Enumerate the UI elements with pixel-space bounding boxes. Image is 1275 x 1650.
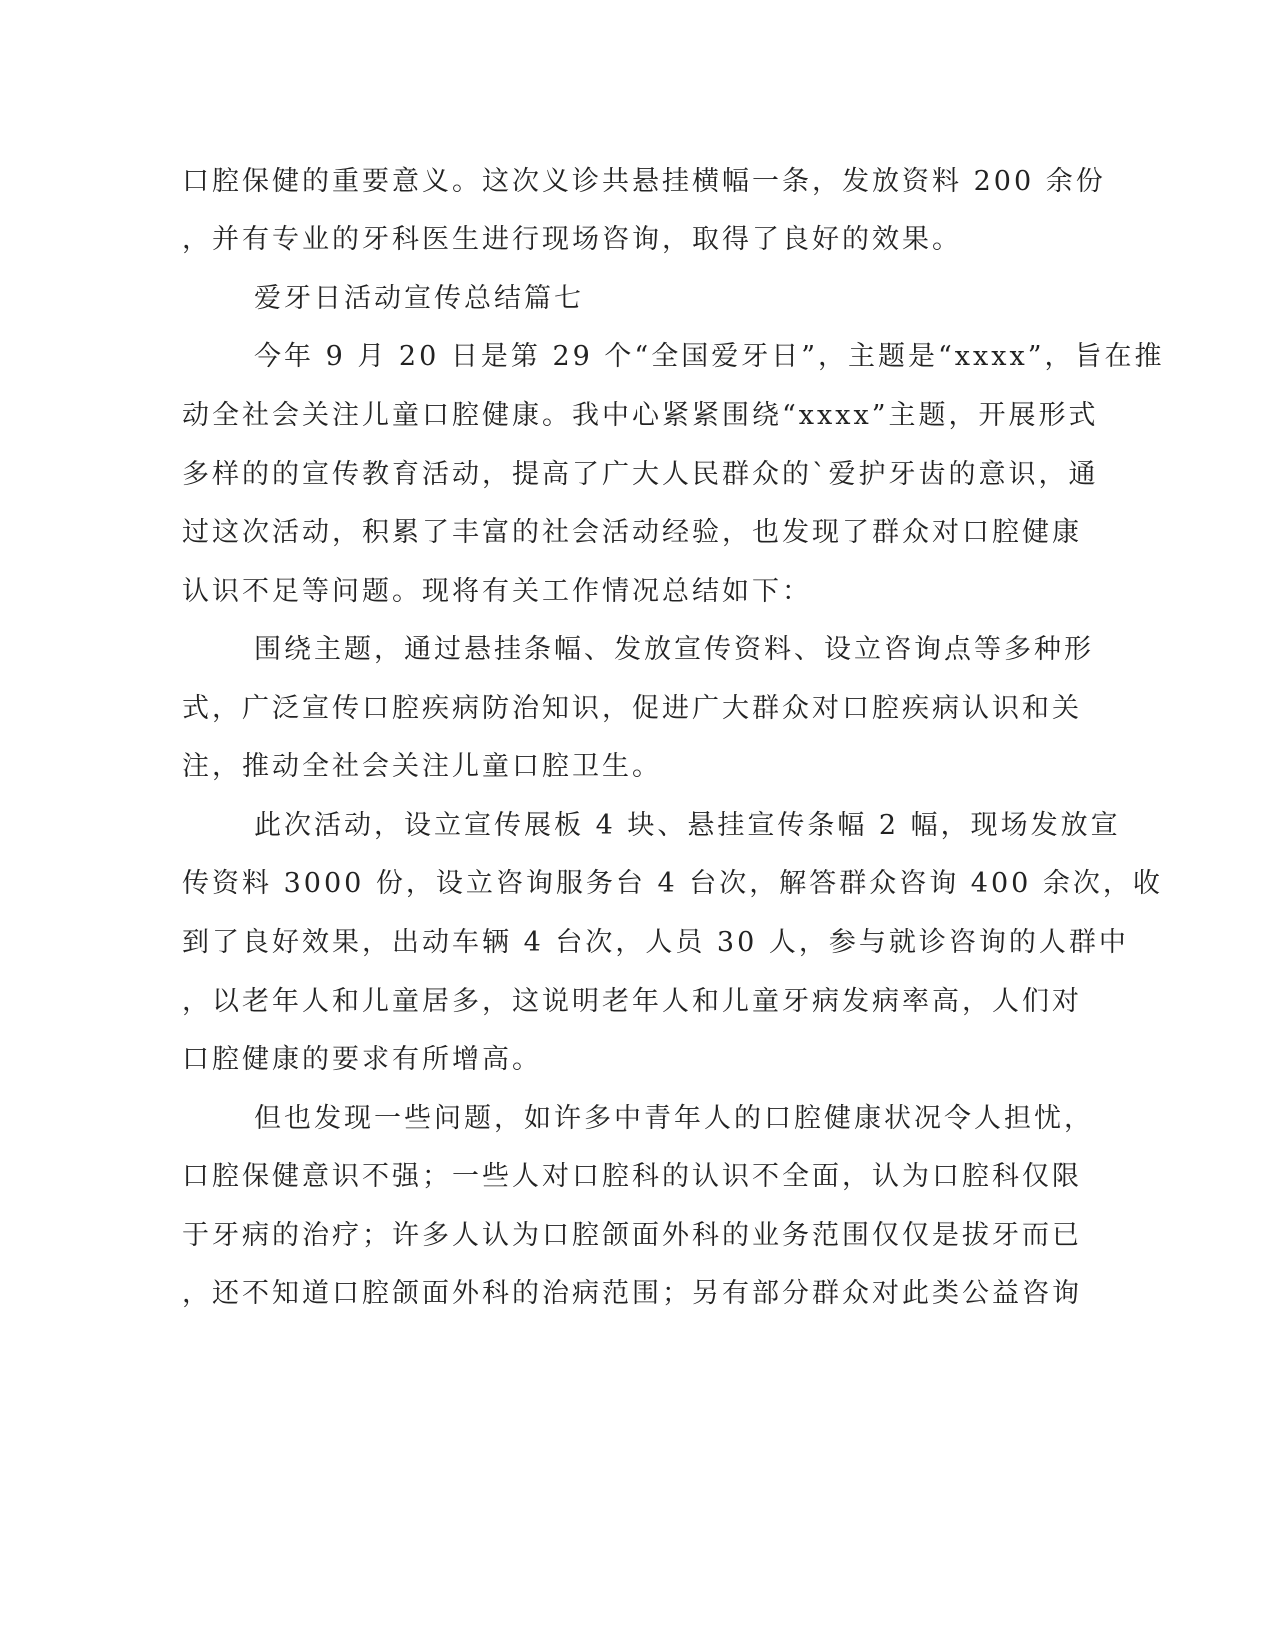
text-line: 过这次活动，积累了丰富的社会活动经验，也发现了群众对口腔健康 xyxy=(182,517,1082,548)
text-line: 认识不足等问题。现将有关工作情况总结如下： xyxy=(182,576,812,607)
text-line: 到了良好效果，出动车辆 4 台次，人员 30 人，参与就诊咨询的人群中 xyxy=(182,927,1129,958)
text-line: 口腔健康的要求有所增高。 xyxy=(182,1044,542,1075)
text-line: 但也发现一些问题，如许多中青年人的口腔健康状况令人担忧， xyxy=(254,1103,1094,1134)
text-line: 多样的的宣传教育活动，提高了广大人民群众的`爱护牙齿的意识，通 xyxy=(182,459,1099,490)
text-line: 口腔保健意识不强；一些人对口腔科的认识不全面，认为口腔科仅限 xyxy=(182,1161,1082,1192)
text-line: 围绕主题，通过悬挂条幅、发放宣传资料、设立咨询点等多种形 xyxy=(254,634,1094,665)
text-line: ，并有专业的牙科医生进行现场咨询，取得了良好的效果。 xyxy=(182,224,962,255)
text-line: ，以老年人和儿童居多，这说明老年人和儿童牙病发病率高，人们对 xyxy=(182,986,1082,1017)
text-line: 传资料 3000 份，设立咨询服务台 4 台次，解答群众咨询 400 余次，收 xyxy=(182,868,1163,899)
text-line: 于牙病的治疗；许多人认为口腔颌面外科的业务范围仅仅是拔牙而已 xyxy=(182,1220,1082,1251)
text-line: ，还不知道口腔颌面外科的治病范围；另有部分群众对此类公益咨询 xyxy=(182,1278,1082,1309)
text-line: 式，广泛宣传口腔疾病防治知识，促进广大群众对口腔疾病认识和关 xyxy=(182,693,1082,724)
section-heading: 爱牙日活动宣传总结篇七 xyxy=(254,283,584,314)
text-line: 今年 9 月 20 日是第 29 个“全国爱牙日”，主题是“xxxx”，旨在推 xyxy=(254,341,1165,372)
text-line: 此次活动，设立宣传展板 4 块、悬挂宣传条幅 2 幅，现场发放宣 xyxy=(254,810,1121,841)
text-line: 注，推动全社会关注儿童口腔卫生。 xyxy=(182,751,662,782)
text-line: 口腔保健的重要意义。这次义诊共悬挂横幅一条，发放资料 200 余份 xyxy=(182,166,1106,197)
text-line: 动全社会关注儿童口腔健康。我中心紧紧围绕“xxxx”主题，开展形式 xyxy=(182,400,1099,431)
